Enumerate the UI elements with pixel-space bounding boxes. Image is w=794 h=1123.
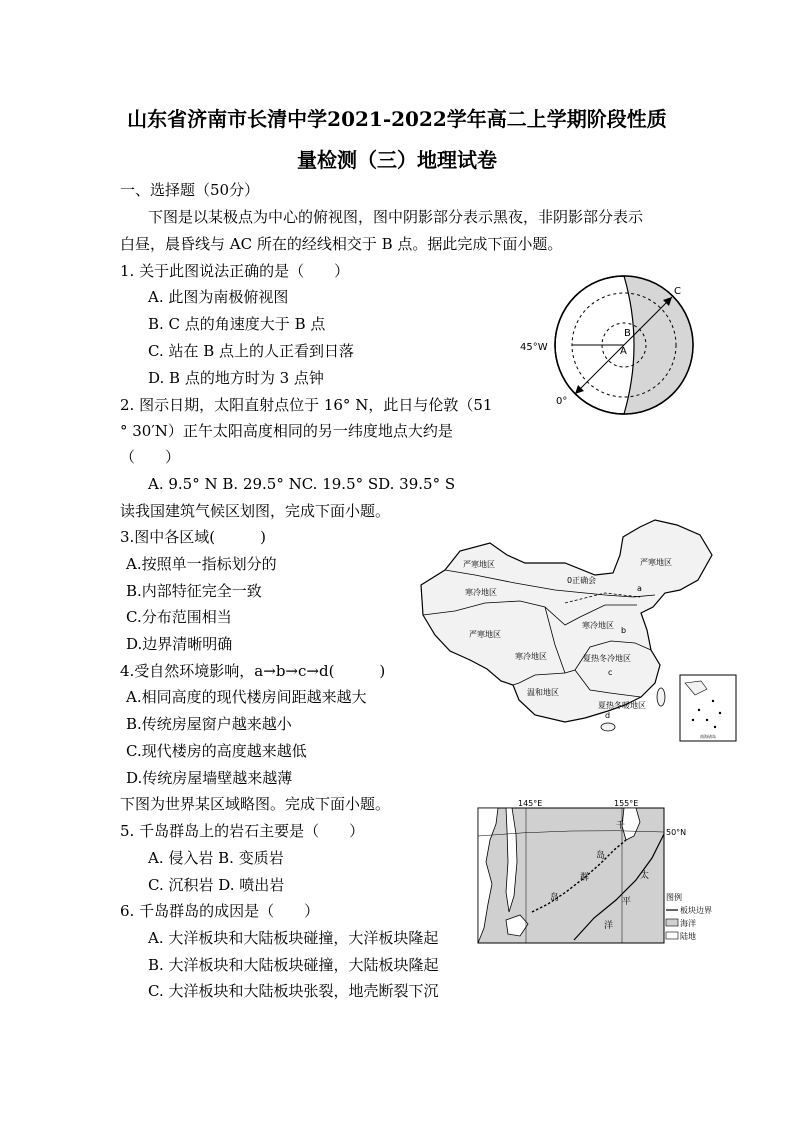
label-50n: 50°N [666, 828, 687, 837]
legend-boundary-label: 板块边界 [680, 906, 712, 915]
region-label-4: 严寒地区 [469, 630, 501, 639]
ocean-char-2: 平 [622, 897, 632, 907]
q3-option-d: D.边界清晰明确 [126, 635, 233, 653]
region-label-6: 寒冷地区 [582, 621, 614, 630]
q4-stem: 4.受自然环境影响，a→b→c→d( ) [120, 662, 386, 680]
legend-title: 图例 [666, 893, 682, 902]
line-label: 0正确会 [567, 576, 597, 585]
intro-1-line1: 下图是以某极点为中心的俯视图，图中阴影部分表示黑夜，非阴影部分表示 [148, 208, 644, 226]
china-climate-map-figure [415, 515, 740, 745]
label-45w: 45°W [520, 342, 548, 353]
q2-line3: （ ） [120, 448, 181, 466]
intro-3: 下图为世界某区域略图。完成下面小题。 [120, 795, 391, 813]
q3-stem: 3.图中各区域( ) [120, 528, 267, 546]
region-label-2: 寒冷地区 [465, 588, 497, 597]
legend-ocean-swatch [666, 919, 678, 926]
point-d: d [605, 711, 611, 720]
region-label-5: 寒冷地区 [515, 652, 547, 661]
q1-option-a: A. 此图为南极俯视图 [148, 288, 289, 306]
china-outline [421, 520, 712, 722]
q6-option-a: A. 大洋板块和大陆板块碰撞，大洋板块隆起 [148, 929, 439, 947]
q1-option-c: C. 站在 B 点上的人正看到日落 [148, 342, 355, 360]
q3-option-c: C.分布范围相当 [126, 608, 232, 626]
q4-option-b: B.传统房屋窗户越来越小 [126, 715, 292, 733]
q5-stem: 5. 千岛群岛上的岩石主要是（ ） [120, 822, 365, 840]
region-label-1: 严寒地区 [463, 560, 495, 569]
label-b: B [624, 328, 631, 339]
island-char-3: 群 [580, 873, 590, 883]
intro-1-line2: 白昼，晨昏线与 AC 所在的经线相交于 B 点。据此完成下面小题。 [120, 235, 563, 253]
region-label-9: 夏热冬暖地区 [598, 701, 646, 710]
section-heading: 一、选择题（50分） [120, 181, 260, 199]
legend-land-swatch [666, 932, 678, 939]
q6-option-c: C. 大洋板块和大陆板块张裂，地壳断裂下沉 [148, 982, 439, 1000]
page-title-line1: 山东省济南市长清中学2021-2022学年高二上学期阶段性质 [127, 107, 667, 131]
legend-land-label: 陆地 [680, 932, 696, 941]
point-b: b [621, 626, 627, 635]
q1-option-b: B. C 点的角速度大于 B 点 [148, 315, 326, 333]
q1-stem: 1. 关于此图说法正确的是（ ） [120, 262, 350, 280]
label-0: 0° [556, 396, 568, 407]
point-a: a [637, 584, 642, 593]
region-label-3: 严寒地区 [640, 558, 672, 567]
q4-option-a: A.相同高度的现代楼房间距越来越大 [126, 688, 367, 706]
polar-view-figure [512, 266, 712, 416]
q2-options: A. 9.5° N B. 29.5° NC. 19.5° SD. 39.5° S [148, 475, 456, 493]
q5-options-cd: C. 沉积岩 D. 喷出岩 [148, 876, 285, 894]
label-155e: 155°E [614, 800, 639, 808]
label-145e: 145°E [518, 800, 543, 808]
q1-option-d: D. B 点的地方时为 3 点钟 [148, 369, 324, 387]
q2-line1: 2. 图示日期，太阳直射点位于 16° N，此日与伦敦（51 [120, 396, 493, 414]
legend-ocean-label: 海洋 [680, 919, 696, 928]
island-char-4: 岛 [550, 893, 560, 903]
region-label-7: 夏热冬冷地区 [583, 654, 631, 663]
ocean-char-3: 洋 [604, 921, 614, 931]
intro-2: 读我国建筑气候区划图，完成下面小题。 [120, 502, 391, 520]
hainan-island [601, 723, 615, 731]
region-label-8: 温和地区 [527, 688, 559, 697]
kuril-islands-map-figure [476, 800, 726, 948]
q6-option-b: B. 大洋板块和大陆板块碰撞，大陆板块隆起 [148, 956, 439, 974]
q6-stem: 6. 千岛群岛的成因是（ ） [120, 902, 320, 920]
q4-option-d: D.传统房屋墙壁越来越薄 [126, 769, 293, 787]
q5-options-ab: A. 侵入岩 B. 变质岩 [148, 849, 284, 867]
q3-option-a: A.按照单一指标划分的 [126, 555, 277, 573]
page-title-line2: 量检测（三）地理试卷 [297, 148, 497, 172]
label-c: C [674, 286, 681, 297]
q4-option-c: C.现代楼房的高度越来越低 [126, 742, 307, 760]
inset-label: 南海诸岛 [700, 734, 716, 739]
point-c: c [608, 668, 613, 677]
label-a: A [620, 346, 627, 357]
island-char-1: 千 [616, 821, 626, 831]
taiwan-island [657, 688, 665, 706]
q2-line2: ° 30′N）正午太阳高度相同的另一纬度地点大约是 [120, 422, 453, 440]
q3-option-b: B.内部特征完全一致 [126, 582, 262, 600]
ocean-char-1: 太 [640, 871, 650, 881]
island-char-2: 岛 [596, 851, 606, 861]
